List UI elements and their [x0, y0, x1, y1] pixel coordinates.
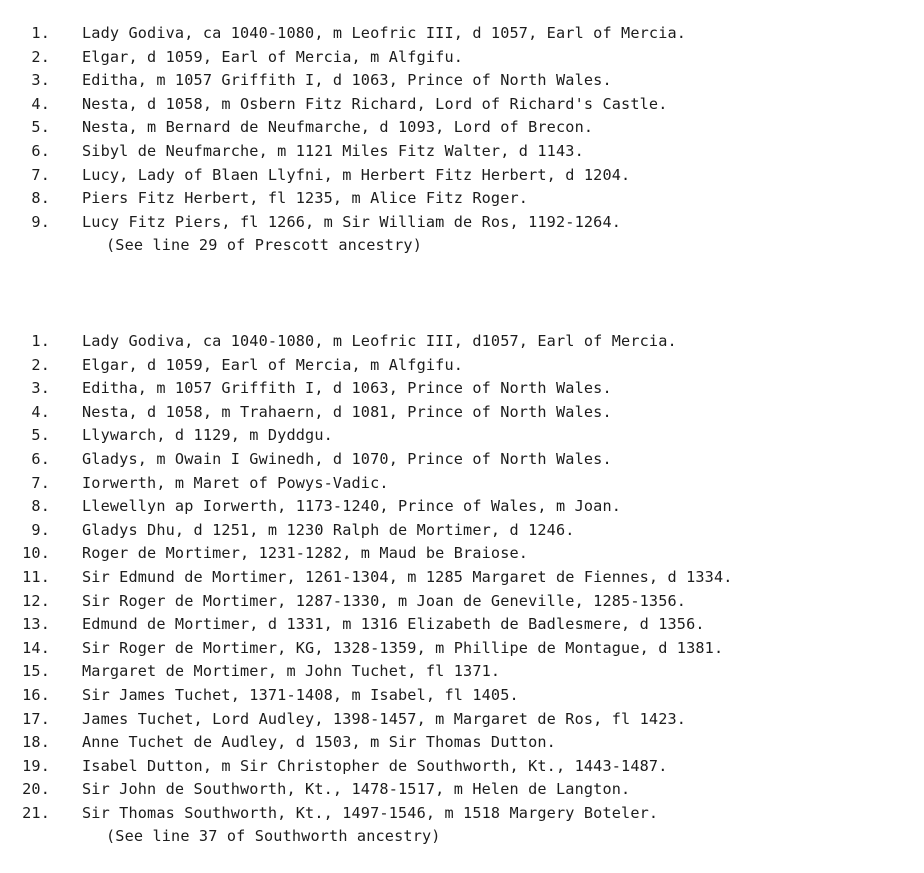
lineage-entry: [0, 377, 924, 401]
lineage-entry: [0, 448, 924, 472]
lineage-entry: [0, 424, 924, 448]
entry-number: 5.: [31, 426, 50, 445]
entry-number: 3.: [31, 71, 50, 90]
entry-number: 7.: [31, 473, 50, 492]
entry-text: Nesta, d 1058, m Osbern Fitz Richard, Lord of Richard's Castle.: [82, 94, 668, 113]
lineage-entry: [0, 566, 924, 590]
entry-number: 6.: [31, 141, 50, 160]
entry-text: Sir Roger de Mortimer, 1287-1330, m Joan de Geneville, 1285-1356.: [82, 591, 687, 610]
entry-number: 16.: [22, 685, 50, 704]
lineage-entry: [0, 778, 924, 802]
entry-text: Elgar, d 1059, Earl of Mercia, m Alfgifu.: [82, 355, 464, 374]
entry-number: 9.: [31, 520, 50, 539]
lineage-entry: [0, 140, 924, 164]
lineage-entry: [0, 660, 924, 684]
entry-text: Margaret de Mortimer, m John Tuchet, fl 1371.: [82, 662, 501, 681]
entry-number: 12.: [22, 591, 50, 610]
southworth-lineage-section: [0, 330, 924, 849]
entry-number: 10.: [22, 544, 50, 563]
entry-number: 1.: [31, 332, 50, 350]
lineage-entry: [0, 354, 924, 378]
lineage-entry: [0, 401, 924, 425]
entry-text: Editha, m 1057 Griffith I, d 1063, Prince of North Wales.: [82, 379, 612, 398]
lineage-entry: [0, 69, 924, 93]
entry-text: Sir John de Southworth, Kt., 1478-1517, m Helen de Langton.: [82, 780, 631, 799]
entry-number: 13.: [22, 615, 50, 634]
entry-text: Nesta, d 1058, m Trahaern, d 1081, Prince of North Wales.: [82, 402, 612, 421]
lineage-entry: [0, 731, 924, 755]
entry-number: 21.: [22, 803, 50, 822]
entry-text: Sir Edmund de Mortimer, 1261-1304, m 1285 Margaret de Fiennes, d 1334.: [82, 567, 733, 586]
entry-text: Anne Tuchet de Audley, d 1503, m Sir Thomas Dutton.: [82, 733, 556, 752]
entry-number: 20.: [22, 780, 50, 799]
entry-text: Sibyl de Neufmarche, m 1121 Miles Fitz Walter, d 1143.: [82, 141, 584, 160]
lineage-entry: [0, 684, 924, 708]
lineage-entry: [0, 590, 924, 614]
lineage-entry: [0, 116, 924, 140]
lineage-entry: [0, 330, 924, 354]
entry-text: Edmund de Mortimer, d 1331, m 1316 Elizabeth de Badlesmere, d 1356.: [82, 615, 705, 634]
entry-text: Iorwerth, m Maret of Powys-Vadic.: [82, 473, 389, 492]
entry-number: 9.: [31, 212, 50, 231]
lineage-entry: [0, 637, 924, 661]
entry-text: Elgar, d 1059, Earl of Mercia, m Alfgifu.: [82, 47, 464, 66]
lineage-entry: [0, 755, 924, 779]
entry-text: Editha, m 1057 Griffith I, d 1063, Prince of North Wales.: [82, 71, 612, 90]
lineage-entry: [0, 495, 924, 519]
lineage-entry: [0, 46, 924, 70]
lineage-entry: [0, 519, 924, 543]
entry-text: Lady Godiva, ca 1040-1080, m Leofric III, d1057, Earl of Mercia.: [82, 332, 677, 350]
entry-text: Llywarch, d 1129, m Dyddgu.: [82, 426, 333, 445]
entry-text: Lucy, Lady of Blaen Llyfni, m Herbert Fitz Herbert, d 1204.: [82, 165, 631, 184]
entry-text: Piers Fitz Herbert, fl 1235, m Alice Fitz Roger.: [82, 189, 529, 208]
entry-number: 7.: [31, 165, 50, 184]
entry-number: 1.: [31, 24, 50, 42]
prescott-lineage-section: [0, 22, 924, 258]
entry-number: 2.: [31, 47, 50, 66]
lineage-entry: [0, 708, 924, 732]
entry-number: 18.: [22, 733, 50, 752]
lineage-entry: [0, 22, 924, 46]
entry-text: Gladys, m Owain I Gwinedh, d 1070, Prince of North Wales.: [82, 449, 612, 468]
lineage-entry: [0, 613, 924, 637]
entry-number: 5.: [31, 118, 50, 137]
entry-text: Nesta, m Bernard de Neufmarche, d 1093, Lord of Brecon.: [82, 118, 594, 137]
entry-text: Sir Roger de Mortimer, KG, 1328-1359, m Phillipe de Montague, d 1381.: [82, 638, 724, 657]
entry-text: Lucy Fitz Piers, fl 1266, m Sir William de Ros, 1192-1264.: [82, 212, 622, 231]
entry-number: 8.: [31, 497, 50, 516]
entry-text: Gladys Dhu, d 1251, m 1230 Ralph de Mortimer, d 1246.: [82, 520, 575, 539]
lineage-entry: [0, 211, 924, 235]
lineage-entry: [0, 93, 924, 117]
cross-reference-note: (See line 29 of Prescott ancestry): [106, 236, 422, 255]
entry-text: Isabel Dutton, m Sir Christopher de Southworth, Kt., 1443-1487.: [82, 756, 668, 775]
entry-number: 8.: [31, 189, 50, 208]
entry-number: 4.: [31, 94, 50, 113]
entry-text: Llewellyn ap Iorwerth, 1173-1240, Prince of Wales, m Joan.: [82, 497, 622, 516]
entry-number: 14.: [22, 638, 50, 657]
entry-number: 6.: [31, 449, 50, 468]
entry-number: 3.: [31, 379, 50, 398]
entry-number: 2.: [31, 355, 50, 374]
entry-text: James Tuchet, Lord Audley, 1398-1457, m Margaret de Ros, fl 1423.: [82, 709, 687, 728]
entry-number: 11.: [22, 567, 50, 586]
lineage-entry: [0, 164, 924, 188]
entry-number: 4.: [31, 402, 50, 421]
entry-text: Sir Thomas Southworth, Kt., 1497-1546, m 1518 Margery Boteler.: [82, 803, 659, 822]
lineage-entry: [0, 802, 924, 826]
cross-reference-note: (See line 37 of Southworth ancestry): [106, 827, 441, 846]
entry-number: 19.: [22, 756, 50, 775]
entry-text: Sir James Tuchet, 1371-1408, m Isabel, fl 1405.: [82, 685, 519, 704]
lineage-entry: [0, 472, 924, 496]
lineage-entry: [0, 187, 924, 211]
entry-number: 15.: [22, 662, 50, 681]
entry-text: Roger de Mortimer, 1231-1282, m Maud be Braiose.: [82, 544, 529, 563]
entry-number: 17.: [22, 709, 50, 728]
entry-text: Lady Godiva, ca 1040-1080, m Leofric III, d 1057, Earl of Mercia.: [82, 24, 687, 42]
lineage-entry: [0, 542, 924, 566]
